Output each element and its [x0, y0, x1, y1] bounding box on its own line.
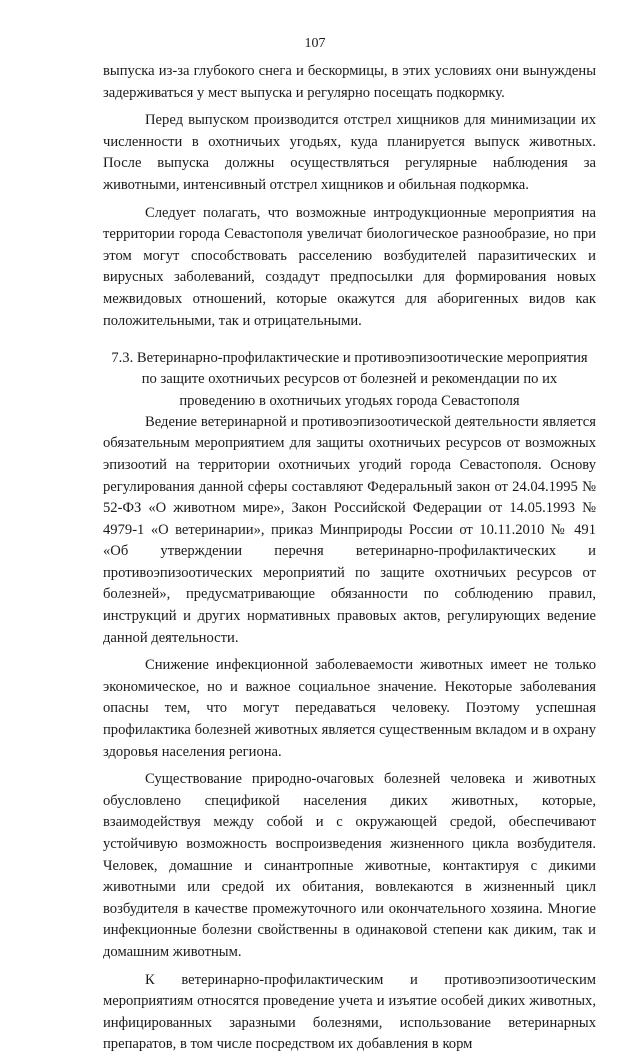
- paragraph-predator-control: Перед выпуском производится отстрел хищников для минимизации их численности в охотничьих угодьях, куда планируется выпуск животных. После выпуска должны осуществляться регулярные наблюдения за животными, интенсивный отстрел хищников и обильная подкормка.: [103, 112, 596, 193]
- paragraph-legal-basis: Ведение ветеринарной и противоэпизоотической деятельности является обязательным мероприятием для защиты охотничьих ресурсов от возможных эпизоотий на территории охотничьих угодий города Севастополя. Основу регулирования данной сферы составляют Федеральный закон от 24.04.1995 № 52-ФЗ «О животном мире», Закон Российской Федерации от 14.05.1993 № 4979-1 «О ветеринарии», приказ Минприроды России от 10.11.2010 № 491 «Об утверждении перечня ветеринарно-профилактических и противоэпизоотических мероприятий по защите охотничьих ресурсов от болезней», предусматривающие обязанности по соблюдению правил, инструкций и других нормативных правовых актов, регулирующих ведение данной деятельности.: [103, 413, 596, 646]
- page-number: 107: [304, 36, 326, 51]
- paragraph-natural-foci: Существование природно-очаговых болезней человека и животных обусловлено спецификой населения диких животных, которые, взаимодействуя между собой и с окружающей средой, обеспечивают устойчивую возможность воспроизведения жизненного цикла возбудителя. Человек, домашние и синантропные животные, контактируя с дикими животными или средой их обитания, вовлекаются в жизненный цикл возбудителя в качестве промежуточного или окончательного хозяина. Многие инфекционные болезни свойственны в одинаковой степени как диким, так и домашним животным.: [103, 771, 596, 960]
- page-content: [103, 61, 596, 1056]
- paragraph-disease-reduction: Снижение инфекционной заболеваемости животных имеет не только экономическое, но и важное социальное значение. Некоторые заболевания опасны тем, что могут передаваться человеку. Поэтому успешная профилактика болезней животных является существенным вкладом и в охрану здоровья населения региона.: [103, 657, 596, 760]
- paragraph-continuation: выпуска из-за глубокого снега и бескормицы, в этих условиях они вынуждены задерживаться у мест выпуска и регулярно посещать подкормку.: [103, 63, 596, 101]
- paragraph-measures: К ветеринарно-профилактическим и противоэпизоотическим мероприятиям относятся проведение учета и изъятие особей диких животных, инфицированных заразными болезнями, использование ветеринарных препаратов, в том числе посредством их добавления в корм: [103, 971, 596, 1053]
- paragraph-introduction-effects: Следует полагать, что возможные интродукционные мероприятия на территории города Севастополя увеличат биологическое разнообразие, но при этом могут способствовать расселению возбудителей паразитических и вирусных заболеваний, создадут предпосылки для формирования новых межвидовых отношений, которые окажутся для аборигенных видов как положительными, так и отрицательными.: [103, 204, 596, 329]
- section-heading: 7.3. Ветеринарно-профилактические и противоэпизоотические мероприятия по защите охотничьих ресурсов от болезней и рекомендации по их проведению в охотничьих угодьях города Севастополя: [111, 350, 588, 409]
